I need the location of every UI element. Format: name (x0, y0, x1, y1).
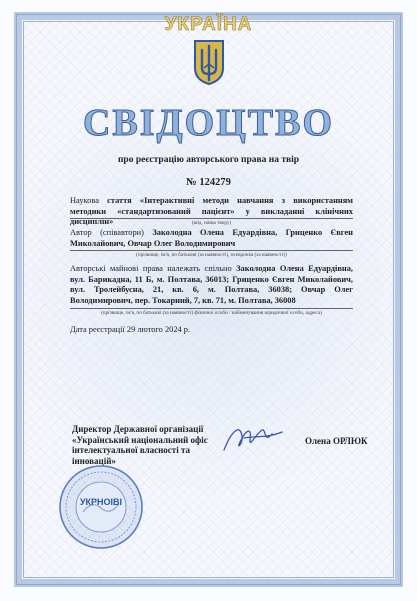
trident-icon (192, 38, 226, 86)
authors-block (70, 228, 353, 249)
signature (218, 420, 288, 456)
divider (70, 250, 353, 251)
authors-label: Автор (співавтори) (70, 228, 144, 237)
rights-block (70, 264, 353, 306)
official-seal (58, 464, 144, 550)
work-type-label: Наукова (70, 196, 99, 205)
divider (70, 218, 353, 219)
certificate-subtitle: про реєстрацію авторського права на твір (117, 155, 300, 165)
authors-caption: (прізвище, ім'я, по батькові (за наявності), псевдонім (за наявності)) (136, 252, 287, 258)
certificate-title: СВІДОЦТВО (82, 102, 335, 144)
rights-caption: (прізвище, ім'я, по батькові (за наявності) фізичної особи / найменування юридичної особи, адреса) (101, 310, 322, 316)
work-title: стаття «Інтерактивні методи навчання з використанням методики «стандартизований пацієнт» у викладанні клінічних дисциплін» (70, 196, 353, 226)
signer-name: Олена ОРЛЮК (305, 436, 368, 446)
certificate-number: № 124279 (186, 177, 231, 188)
divider (70, 308, 353, 309)
rights-holders: Заколодна Олена Едуардівна, вул. Барикадна, 11 Б, м. Полтава, 36013; Гриценко Євген Миколайович, вул. Тролейбусна, 21, кв. 6, м. Полтава, 36038; Овчар Олег Володимирович, пер. Токарний, 7, кв. 71, м. Полтава, 36008 (70, 264, 353, 305)
authors-names: Заколодна Олена Едуардівна, Гриценко Євген Миколайович, Овчар Олег Володимирович (70, 228, 353, 248)
seal-label: УКРНОІВІ (79, 497, 123, 507)
country-name: УКРАЇНА (164, 14, 253, 35)
registration-date: Дата реєстрації 29 лютого 2024 р. (70, 325, 191, 334)
work-caption: (вид, назва твору) (191, 220, 232, 226)
rights-label: Авторські майнові права належать спільно (70, 264, 232, 273)
director-position: Директор Державної організації «Український національний офіс інтелектуальної власності та інновацій» (72, 424, 208, 466)
